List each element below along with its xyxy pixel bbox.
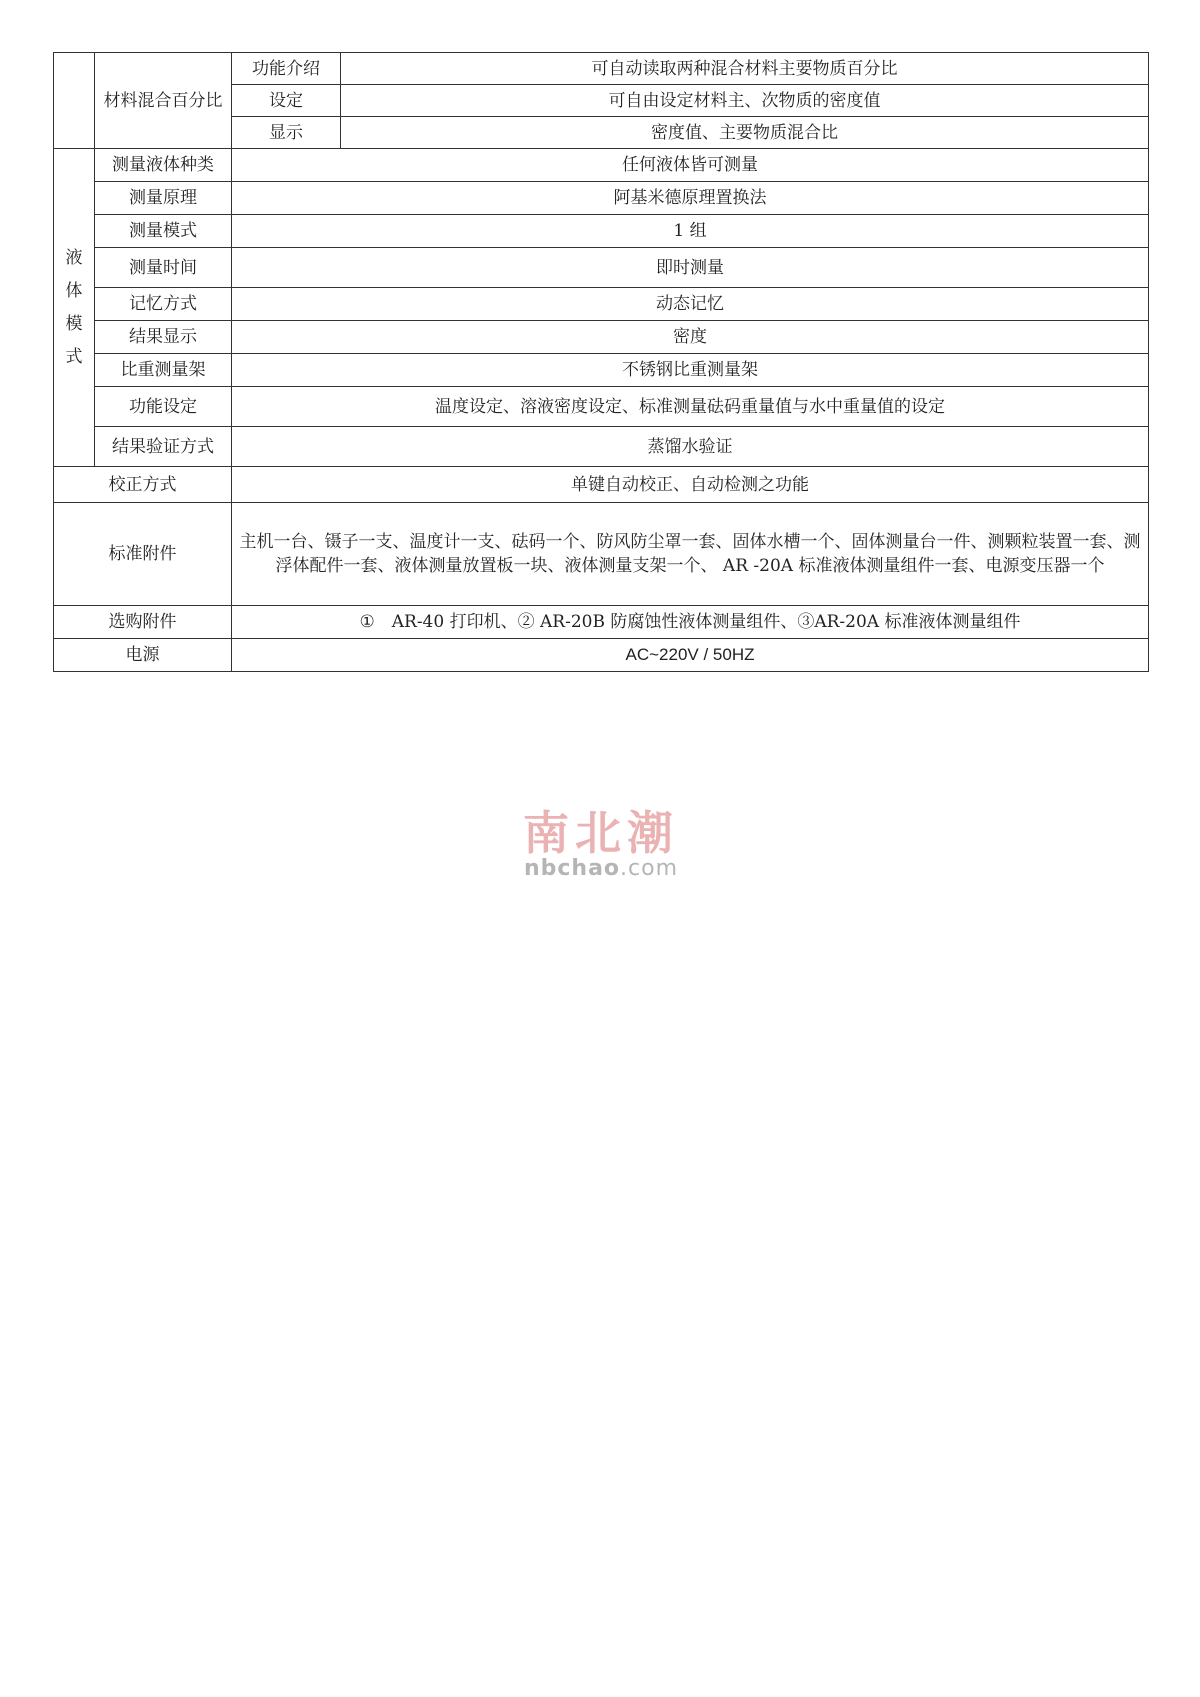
table-row: [54, 427, 1149, 467]
table-row: [54, 321, 1149, 354]
standard-accessories-label: 标准附件: [54, 503, 232, 606]
row-value: 可自动读取两种混合材料主要物质百分比: [341, 53, 1149, 85]
row-label: 测量模式: [95, 215, 232, 248]
optional-accessories-value: ① AR-40 打印机、② AR-20B 防腐蚀性液体测量组件、③AR-20A 标准液体测量组件: [232, 606, 1149, 639]
liquid-mode-label: 液体模式: [65, 247, 83, 367]
nbchao-watermark-logo: [516, 808, 686, 880]
mix-section-label: 材料混合百分比: [95, 53, 232, 149]
row-value: 任何液体皆可测量: [232, 149, 1149, 182]
row-label: 显示: [232, 117, 341, 149]
row-label: 结果验证方式: [95, 427, 232, 467]
table-row: [54, 215, 1149, 248]
row-label: 结果显示: [95, 321, 232, 354]
watermark-domain-suffix: .com: [620, 856, 679, 881]
row-value: 蒸馏水验证: [232, 427, 1149, 467]
row-value: 阿基米德原理置换法: [232, 182, 1149, 215]
optional-accessories-label: 选购附件: [54, 606, 232, 639]
row-value: 密度: [232, 321, 1149, 354]
table-row: [54, 467, 1149, 503]
row-value: 温度设定、溶液密度设定、标准测量砝码重量值与水中重量值的设定: [232, 387, 1149, 427]
row-label: 功能介绍: [232, 53, 341, 85]
table-row: [54, 149, 1149, 182]
row-label: 测量时间: [95, 248, 232, 288]
calibration-value: 单键自动校正、自动检测之功能: [232, 467, 1149, 503]
watermark-chinese-text: 南北潮: [523, 806, 679, 860]
power-value: AC~220V / 50HZ: [232, 639, 1149, 672]
watermark-site-name: nbchao: [523, 856, 621, 881]
table-row: [54, 182, 1149, 215]
table-row: [54, 639, 1149, 672]
row-value: 1 组: [232, 215, 1149, 248]
table-row: [54, 248, 1149, 288]
watermark-domain: [516, 858, 686, 880]
row-label: 测量液体种类: [95, 149, 232, 182]
row-label: 比重测量架: [95, 354, 232, 387]
row-value: 可自由设定材料主、次物质的密度值: [341, 85, 1149, 117]
table-row: [54, 354, 1149, 387]
power-label: 电源: [54, 639, 232, 672]
table-row: [54, 288, 1149, 321]
row-value: 动态记忆: [232, 288, 1149, 321]
row-value: 即时测量: [232, 248, 1149, 288]
row-label: 设定: [232, 85, 341, 117]
calibration-label: 校正方式: [54, 467, 232, 503]
table-row: [54, 387, 1149, 427]
row-label: 测量原理: [95, 182, 232, 215]
row-label: 记忆方式: [95, 288, 232, 321]
standard-accessories-value: 主机一台、镊子一支、温度计一支、砝码一个、防风防尘罩一套、固体水槽一个、固体测量台一件、测颗粒装置一套、测浮体配件一套、液体测量放置板一块、液体测量支架一个、 AR -20A 标准液体测量组件一套、电源变压器一个: [232, 503, 1149, 606]
spec-table: [53, 52, 1149, 672]
empty-category-cell: [54, 53, 95, 149]
table-row: [54, 606, 1149, 639]
row-value: 不锈钢比重测量架: [232, 354, 1149, 387]
table-row: [54, 53, 1149, 85]
liquid-mode-category: [54, 149, 95, 467]
table-row: [54, 503, 1149, 606]
row-value: 密度值、主要物质混合比: [341, 117, 1149, 149]
row-label: 功能设定: [95, 387, 232, 427]
